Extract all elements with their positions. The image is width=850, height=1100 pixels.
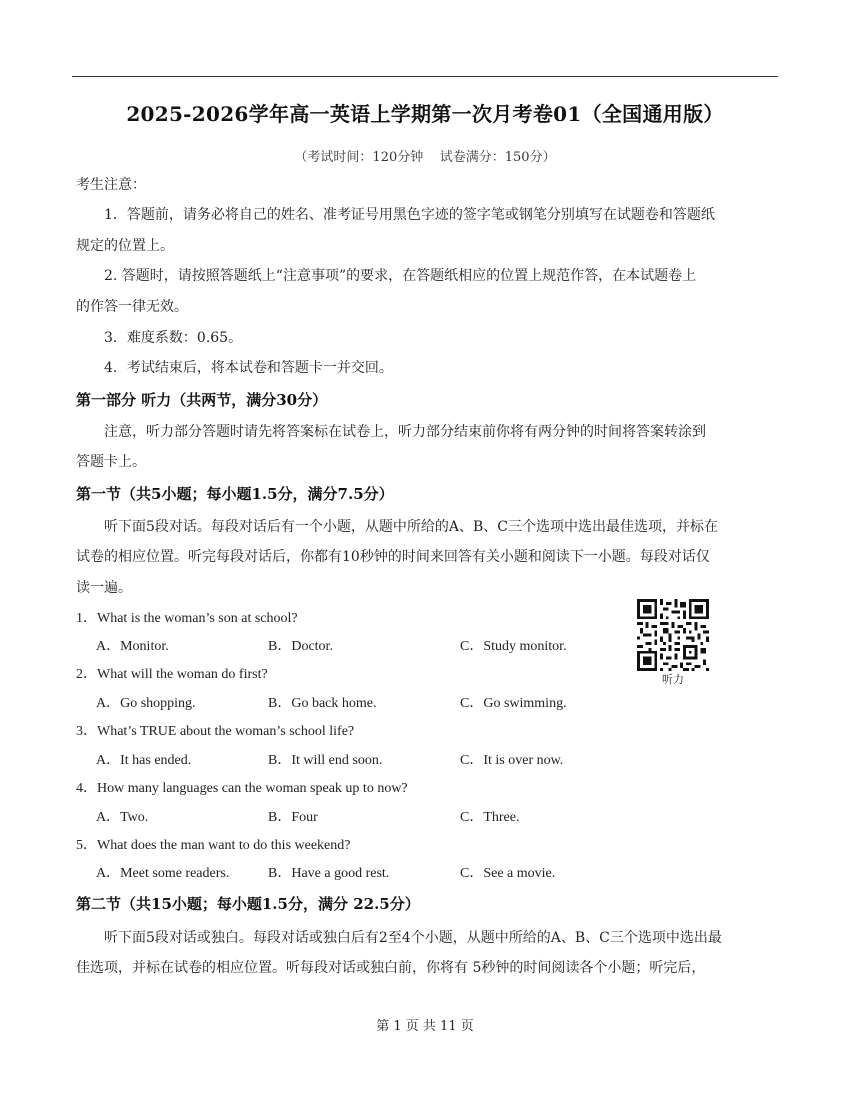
notice-line: 1．答题前，请务必将自己的姓名、准考证号用黑色字迹的签字笔或钢笔分别填写在试题卷和答题纸 <box>104 207 715 223</box>
section2-instruction-line: 佳选项，并标在试卷的相应位置。听每段对话或独白前，你将有 5秒钟的时间阅读各个小题；听完后， <box>76 960 706 976</box>
question-5: 5．What does the man want to do this weekend? <box>76 838 351 853</box>
section1-instruction-line: 试卷的相应位置。听完每段对话后，你都有10秒钟的时间来回答有关小题和阅读下一小题。每段对话仅 <box>76 549 710 565</box>
question-1: 1．What is the woman’s son at school? <box>76 611 298 626</box>
part1-note-line: 注意，听力部分答题时请先将答案标在试卷上，听力部分结束前你将有两分钟的时间将答案转涂到 <box>104 424 706 440</box>
question-3: 3．What’s TRUE about the woman’s school life? <box>76 724 355 739</box>
notice-line: 2. 答题时，请按照答题纸上“注意事项”的要求，在答题纸相应的位置上规范作答，在本试题卷上 <box>104 268 697 284</box>
option-a: A．Monitor. <box>96 639 169 654</box>
notice-line: 的作答一律无效。 <box>76 299 188 315</box>
notice-line: 4．考试结束后，将本试卷和答题卡一并交回。 <box>104 360 393 376</box>
part1-note-line: 答题卡上。 <box>76 454 146 470</box>
option-c: C．See a movie. <box>460 866 556 881</box>
notice-heading: 考生注意： <box>76 177 146 193</box>
qr-code-icon[interactable] <box>637 599 709 671</box>
question-4: 4．How many languages can the woman speak up to now? <box>76 781 408 796</box>
part1-heading: 第一部分 听力（共两节，满分30分） <box>76 391 328 409</box>
notice-line: 3．难度系数：0.65。 <box>104 330 243 346</box>
notice-line: 规定的位置上。 <box>76 238 174 254</box>
section2-heading: 第二节（共15小题；每小题1.5分，满分 22.5分） <box>76 895 420 913</box>
option-a: A．It has ended. <box>96 753 192 768</box>
option-b: B．Doctor. <box>268 639 333 654</box>
section1-heading: 第一节（共5小题；每小题1.5分，满分7.5分） <box>76 485 394 503</box>
option-a: A．Go shopping. <box>96 696 196 711</box>
section2-instruction-line: 听下面5段对话或独白。每段对话或独白后有2至4个小题，从题中所给的A、B、C三个选项中选出最 <box>104 930 722 946</box>
page-title: 2025-2026学年高一英语上学期第一次月考卷01（全国通用版） <box>126 102 724 126</box>
question-2: 2．What will the woman do first? <box>76 667 268 682</box>
option-b: B．Have a good rest. <box>268 866 390 881</box>
option-a: A．Meet some readers. <box>96 866 230 881</box>
exam-info: （考试时间：120分钟 试卷满分：150分） <box>294 150 556 165</box>
option-c: C．Study monitor. <box>460 639 567 654</box>
qr-code-label: 听力 <box>662 673 684 686</box>
option-a: A．Two. <box>96 810 149 825</box>
section1-instruction-line: 听下面5段对话。每段对话后有一个小题，从题中所给的A、B、C三个选项中选出最佳选项，并标在 <box>104 519 719 535</box>
option-b: B．Go back home. <box>268 696 377 711</box>
option-c: C．Three. <box>460 810 520 825</box>
option-c: C．It is over now. <box>460 753 564 768</box>
option-c: C．Go swimming. <box>460 696 567 711</box>
header-rule <box>72 76 778 77</box>
section1-instruction-line: 读一遍。 <box>76 580 132 596</box>
option-b: B．It will end soon. <box>268 753 383 768</box>
option-b: B．Four <box>268 810 318 825</box>
page-number: 第 1 页 共 11 页 <box>376 1019 474 1034</box>
